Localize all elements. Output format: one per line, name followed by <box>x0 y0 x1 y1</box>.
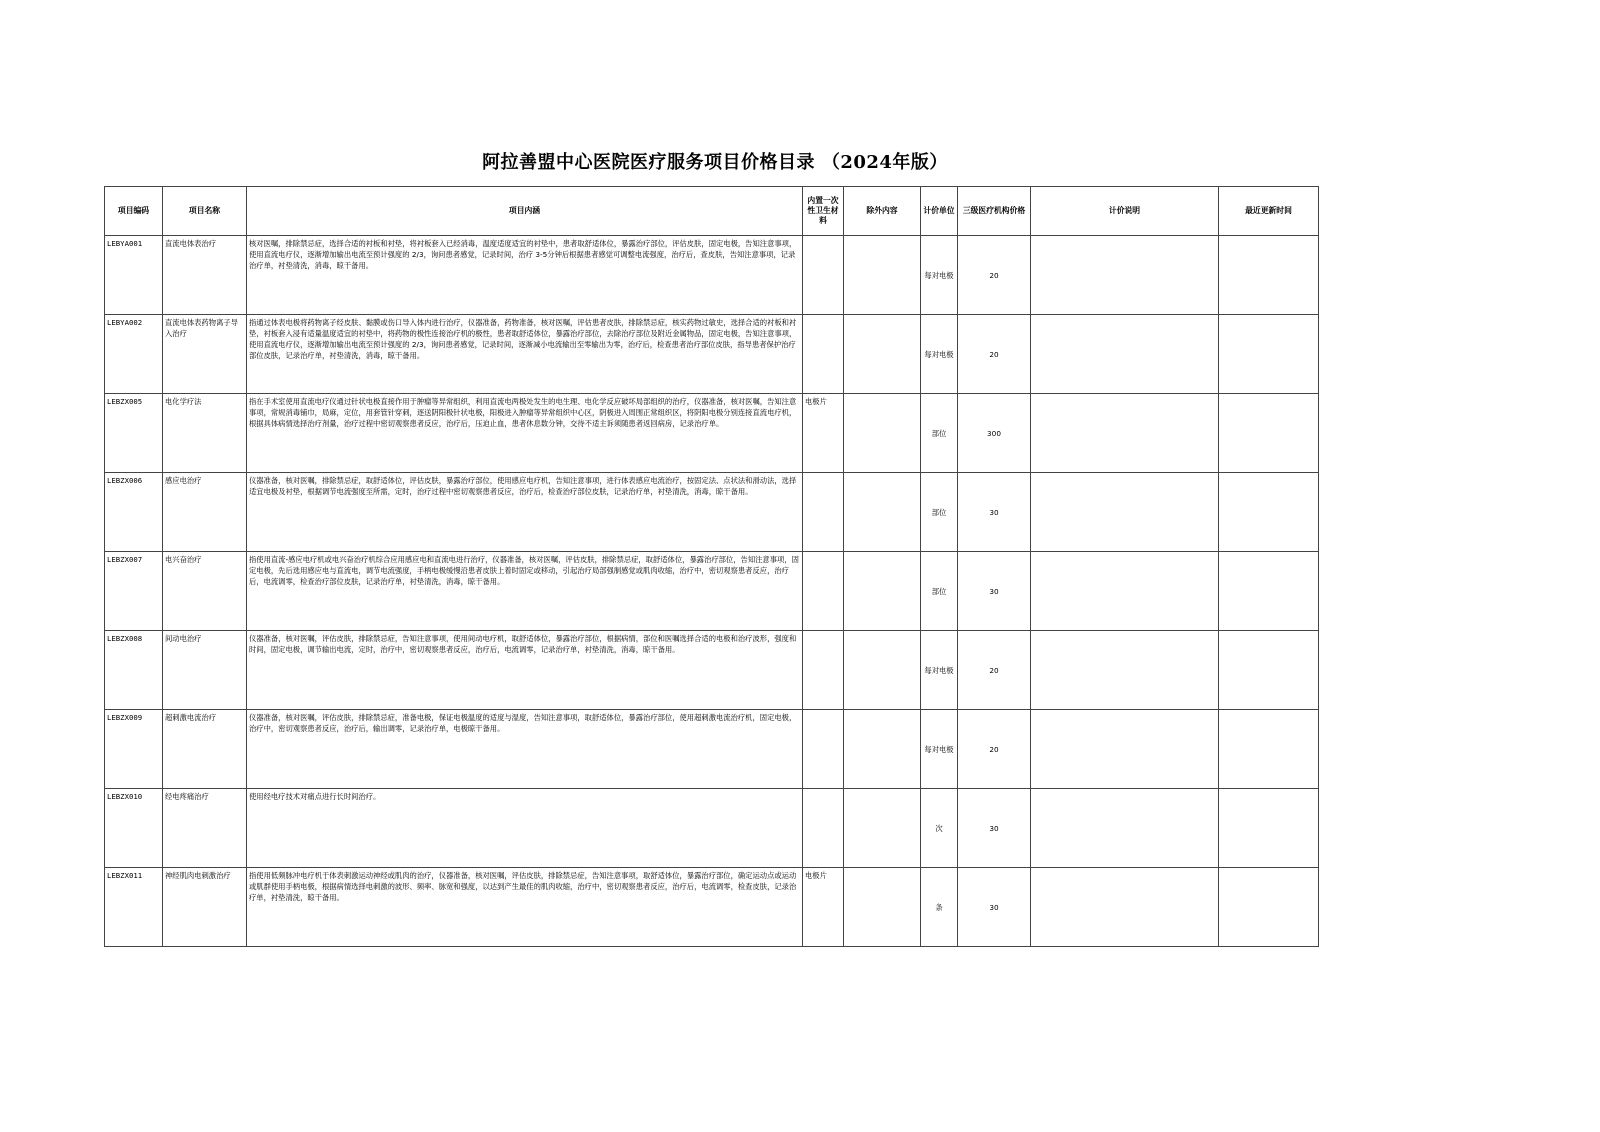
cell-name: 直流电体表治疗 <box>163 236 247 315</box>
cell-excluded <box>844 868 921 947</box>
cell-name: 电化学疗法 <box>163 394 247 473</box>
cell-code: LEBYA001 <box>105 236 163 315</box>
cell-note <box>1031 236 1219 315</box>
document-title: 阿拉善盟中心医院医疗服务项目价格目录 （2024年版） <box>482 152 948 173</box>
cell-price: 20 <box>958 631 1031 710</box>
cell-code: LEBZX010 <box>105 789 163 868</box>
table-row <box>105 868 1319 947</box>
cell-content: 指使用低频脉冲电疗机于体表刺激运动神经或肌肉的治疗，仪器准备，核对医嘱，评估皮肤，排除禁忌症，告知注意事项，取舒适体位，暴露治疗部位，确定运动点或运动或肌群使用手柄电极，根据病情选择电刺激的波形、频率、脉宽和强度，以达到产生最佳的肌肉收缩，治疗中，密切观察患者反应，治疗后，电流调零，检查皮肤，记录治疗单，衬垫清洗，晾干备用。 <box>247 868 803 947</box>
cell-updated <box>1219 868 1319 947</box>
cell-excluded <box>844 710 921 789</box>
cell-updated <box>1219 710 1319 789</box>
cell-consumables <box>803 631 844 710</box>
cell-content: 使用经电疗技术对痛点进行长时间治疗。 <box>247 789 803 868</box>
table-row <box>105 789 1319 868</box>
cell-note <box>1031 631 1219 710</box>
header-consumables: 内置一次性卫生材料 <box>803 187 844 236</box>
cell-content: 仪器准备，核对医嘱，评估皮肤，排除禁忌症，告知注意事项，使用间动电疗机，取舒适体位，暴露治疗部位，根据病情，部位和医嘱选择合适的电极和治疗波形，强度和时间，固定电极，调节输出电流，定时，治疗中，密切观察患者反应，治疗后，电流调零，记录治疗单，衬垫清洗，消毒，晾干备用。 <box>247 631 803 710</box>
cell-unit: 部位 <box>921 473 958 552</box>
cell-content: 仪器准备，核对医嘱，评估皮肤，排除禁忌症，准备电极，保证电极温度的适度与湿度，告知注意事项，取舒适体位，暴露治疗部位，使用超刺激电流治疗机，固定电极，治疗中，密切观察患者反应，治疗后，输出调零，记录治疗单，电极晾干备用。 <box>247 710 803 789</box>
cell-excluded <box>844 473 921 552</box>
table-row <box>105 710 1319 789</box>
cell-consumables <box>803 315 844 394</box>
cell-name: 感应电治疗 <box>163 473 247 552</box>
cell-updated <box>1219 631 1319 710</box>
cell-price: 30 <box>958 473 1031 552</box>
cell-code: LEBZX011 <box>105 868 163 947</box>
header-price: 三级医疗机构价格 <box>958 187 1031 236</box>
cell-content: 核对医嘱，排除禁忌症，选择合适的衬板和衬垫，将衬板套入已经消毒，温度适度适宜的衬垫中，患者取舒适体位，暴露治疗部位，评估皮肤，固定电极，告知注意事项，使用直流电疗仪，逐渐增加输出电流至预计强度的 2/3，询问患者感觉，记录时间，治疗 3-5分钟后根据患者感觉可调整电流强度，治疗后，查皮肤，告知注意事项，记录治疗单，衬垫清洗，消毒，晾干备用。 <box>247 236 803 315</box>
cell-price: 20 <box>958 315 1031 394</box>
cell-updated <box>1219 552 1319 631</box>
cell-name: 间动电治疗 <box>163 631 247 710</box>
cell-unit: 部位 <box>921 552 958 631</box>
cell-price: 20 <box>958 710 1031 789</box>
header-updated: 最近更新时间 <box>1219 187 1319 236</box>
cell-excluded <box>844 315 921 394</box>
cell-price: 20 <box>958 236 1031 315</box>
cell-price: 300 <box>958 394 1031 473</box>
cell-unit: 每对电极 <box>921 631 958 710</box>
cell-name: 神经肌肉电刺激治疗 <box>163 868 247 947</box>
table-row <box>105 236 1319 315</box>
cell-consumables <box>803 710 844 789</box>
cell-note <box>1031 315 1219 394</box>
cell-name: 超刺激电流治疗 <box>163 710 247 789</box>
cell-excluded <box>844 394 921 473</box>
cell-updated <box>1219 315 1319 394</box>
table-row <box>105 552 1319 631</box>
cell-code: LEBZX007 <box>105 552 163 631</box>
table-row <box>105 394 1319 473</box>
cell-code: LEBZX008 <box>105 631 163 710</box>
cell-content: 指使用直流-感应电疗机或电兴奋治疗机综合应用感应电和直流电进行治疗，仪器准备，核对医嘱，评估皮肤，排除禁忌症，取舒适体位，暴露治疗部位，告知注意事项，固定电极，先后选用感应电与直流电，调节电流强度，手柄电极缓慢沿患者皮肤上着时固定或移动，引起治疗局部强制感觉或肌肉收缩，治疗中，密切观察患者反应，治疗后，电流调零，检查治疗部位皮肤，记录治疗单，衬垫清洗，消毒，晾干备用。 <box>247 552 803 631</box>
cell-unit: 次 <box>921 789 958 868</box>
cell-price: 30 <box>958 868 1031 947</box>
cell-content: 指通过体表电极将药物离子经皮肤、黏膜或伤口导入体内进行治疗，仪器准备，药物准备，核对医嘱，评估患者皮肤，排除禁忌症，核实药物过敏史，选择合适的衬板和衬垫，衬板套入浸有适量温度适宜的衬垫中，将药物的极性连接治疗机的极性，患者取舒适体位，暴露治疗部位，去除治疗部位及附近金属物品，固定电极，告知注意事项，使用直流电疗仪，逐渐增加输出电流至预计强度的 2/3，询问患者感觉，记录时间，逐渐减小电流输出至零输出为零，治疗后，检查患者治疗部位皮肤，指导患者保护治疗部位皮肤，记录治疗单，衬垫清洗，消毒，晾干备用。 <box>247 315 803 394</box>
cell-updated <box>1219 473 1319 552</box>
header-name: 项目名称 <box>163 187 247 236</box>
cell-consumables <box>803 473 844 552</box>
cell-unit: 每对电极 <box>921 710 958 789</box>
cell-name: 直流电体表药物离子导入治疗 <box>163 315 247 394</box>
cell-code: LEBZX005 <box>105 394 163 473</box>
table-header-row <box>105 187 1319 236</box>
cell-consumables: 电极片 <box>803 868 844 947</box>
cell-code: LEBZX009 <box>105 710 163 789</box>
cell-unit: 每对电极 <box>921 236 958 315</box>
cell-note <box>1031 394 1219 473</box>
cell-content: 指在手术室使用直流电疗仪通过针状电极直接作用于肿瘤等异常组织，利用直流电两极处发生的电生理、电化学反应破坏局部组织的治疗，仪器准备，核对医嘱，告知注意事项，常规消毒铺巾，局麻，定位，用套管针穿刺，逐送阴阳极针状电极，阳极进入肿瘤等异常组织中心区，阴极进入周围正常组织区，将阴阳电极分别连接直流电疗机，根据具体病情选择治疗剂量，治疗过程中密切观察患者反应，治疗后，压迫止血，患者休息数分钟，交待不适主诉须随患者返回病房，记录治疗单。 <box>247 394 803 473</box>
cell-price: 30 <box>958 789 1031 868</box>
cell-note <box>1031 789 1219 868</box>
cell-code: LEBYA002 <box>105 315 163 394</box>
cell-name: 经电疼痛治疗 <box>163 789 247 868</box>
table-row <box>105 631 1319 710</box>
cell-consumables <box>803 552 844 631</box>
cell-unit: 每对电极 <box>921 315 958 394</box>
cell-consumables <box>803 789 844 868</box>
header-unit: 计价单位 <box>921 187 958 236</box>
cell-updated <box>1219 789 1319 868</box>
cell-excluded <box>844 236 921 315</box>
header-excluded: 除外内容 <box>844 187 921 236</box>
cell-excluded <box>844 631 921 710</box>
cell-content: 仪器准备，核对医嘱，排除禁忌症，取舒适体位，评估皮肤，暴露治疗部位，使用感应电疗机，告知注意事项，进行体表感应电流治疗，按固定法、点状法和滑动法，选择适宜电极及衬垫，根据调节电流强度至所需，定时，治疗过程中密切观察患者反应，治疗后，检查治疗部位皮肤，记录治疗单，衬垫清洗，消毒，晾干备用。 <box>247 473 803 552</box>
cell-consumables <box>803 236 844 315</box>
cell-note <box>1031 473 1219 552</box>
cell-excluded <box>844 789 921 868</box>
header-content: 项目内涵 <box>247 187 803 236</box>
price-table <box>104 186 1319 947</box>
header-note: 计价说明 <box>1031 187 1219 236</box>
cell-updated <box>1219 394 1319 473</box>
table-row <box>105 315 1319 394</box>
cell-name: 电兴奋治疗 <box>163 552 247 631</box>
cell-code: LEBZX006 <box>105 473 163 552</box>
header-code: 项目编码 <box>105 187 163 236</box>
cell-unit: 部位 <box>921 394 958 473</box>
cell-price: 30 <box>958 552 1031 631</box>
cell-consumables: 电极片 <box>803 394 844 473</box>
cell-note <box>1031 552 1219 631</box>
cell-updated <box>1219 236 1319 315</box>
table-row <box>105 473 1319 552</box>
cell-note <box>1031 868 1219 947</box>
cell-note <box>1031 710 1219 789</box>
cell-excluded <box>844 552 921 631</box>
cell-unit: 条 <box>921 868 958 947</box>
